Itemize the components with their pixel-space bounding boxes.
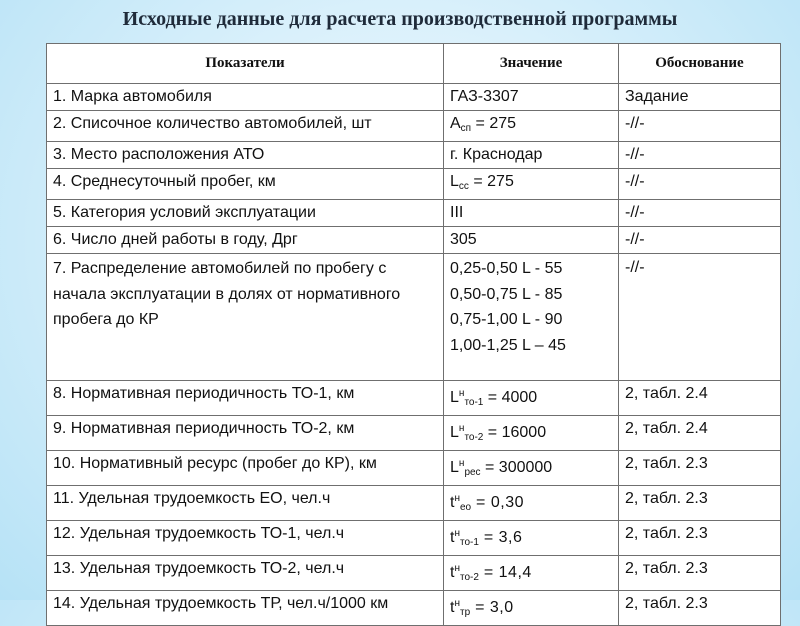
indicator-cell: 2. Списочное количество автомобилей, шт	[47, 111, 444, 142]
value-subscript: то-2	[459, 572, 479, 583]
value-subscript: то-2	[464, 432, 484, 443]
indicator-cell: 11. Удельная трудоемкость ЕО, чел.ч	[47, 486, 444, 521]
table-row	[47, 556, 781, 591]
value-cell	[444, 254, 619, 381]
basis-cell: 2, табл. 2.3	[619, 486, 781, 521]
indicator-cell: 7. Распределение автомобилей по пробегу с начала эксплуатации в долях от нормативного пробега до КР	[47, 254, 444, 381]
value-amount: = 275	[468, 173, 514, 190]
value-superscript: н	[458, 388, 465, 399]
value-superscript: н	[458, 458, 465, 469]
value-amount: = 300000	[480, 459, 553, 476]
value-symbol: t	[450, 529, 455, 546]
value-cell	[444, 416, 619, 451]
basis-cell: 2, табл. 2.4	[619, 381, 781, 416]
table-row	[47, 521, 781, 556]
indicator-cell: 4. Среднесуточный пробег, км	[47, 169, 444, 200]
value-cell	[444, 521, 619, 556]
table-row	[47, 591, 781, 626]
value-symbol: L	[450, 389, 459, 406]
basis-cell: 2, табл. 2.3	[619, 451, 781, 486]
basis-cell: 2, табл. 2.3	[619, 556, 781, 591]
table-row	[47, 142, 781, 169]
basis-cell: 2, табл. 2.4	[619, 416, 781, 451]
table-row	[47, 451, 781, 486]
value-amount: = 3,6	[478, 529, 523, 546]
column-header-indicator: Показатели	[47, 44, 444, 84]
value-superscript: н	[454, 563, 460, 574]
indicator-cell: 13. Удельная трудоемкость ТО-2, чел.ч	[47, 556, 444, 591]
table-header-row	[47, 44, 781, 84]
value-symbol: t	[450, 564, 455, 581]
value-cell	[444, 381, 619, 416]
value-amount: = 0,30	[471, 494, 524, 511]
value-cell	[444, 169, 619, 200]
data-table	[46, 43, 781, 626]
value-symbol: А	[450, 115, 461, 132]
indicator-cell: 10. Нормативный ресурс (пробег до КР), км	[47, 451, 444, 486]
indicator-cell: 1. Марка автомобиля	[47, 84, 444, 111]
table-row	[47, 111, 781, 142]
value-amount: = 3,0	[470, 599, 514, 616]
value-subscript: рес	[464, 467, 481, 478]
value-symbol: L	[450, 424, 459, 441]
value-cell	[444, 451, 619, 486]
basis-cell: 2, табл. 2.3	[619, 591, 781, 626]
value-subscript: то-1	[459, 537, 479, 548]
value-cell: г. Краснодар	[444, 142, 619, 169]
value-subscript: сп	[460, 123, 472, 134]
value-cell	[444, 591, 619, 626]
table-row	[47, 416, 781, 451]
distribution-line: 0,50-0,75 L - 85	[450, 285, 563, 303]
indicator-cell: 8. Нормативная периодичность ТО-1, км	[47, 381, 444, 416]
value-cell	[444, 556, 619, 591]
basis-cell: -//-	[619, 142, 781, 169]
indicator-cell: 12. Удельная трудоемкость ТО-1, чел.ч	[47, 521, 444, 556]
table-row	[47, 84, 781, 111]
value-amount: = 14,4	[478, 564, 532, 581]
basis-cell: -//-	[619, 169, 781, 200]
indicator-cell: 3. Место расположения АТО	[47, 142, 444, 169]
table-row	[47, 486, 781, 521]
value-superscript: н	[454, 528, 460, 539]
basis-cell: -//-	[619, 254, 781, 381]
indicator-cell: 5. Категория условий эксплуатации	[47, 200, 444, 227]
basis-cell: -//-	[619, 200, 781, 227]
table-row	[47, 254, 781, 381]
value-subscript: сс	[458, 181, 469, 192]
value-subscript: ео	[459, 502, 472, 513]
table-row	[47, 227, 781, 254]
indicator-cell: 14. Удельная трудоемкость ТР, чел.ч/1000 км	[47, 591, 444, 626]
basis-cell: -//-	[619, 111, 781, 142]
column-header-value: Значение	[444, 44, 619, 84]
value-superscript: н	[458, 423, 465, 434]
value-symbol: t	[450, 494, 455, 511]
table-row	[47, 200, 781, 227]
value-amount: = 275	[471, 115, 517, 132]
basis-cell: -//-	[619, 227, 781, 254]
value-superscript: н	[454, 493, 460, 504]
value-cell	[444, 111, 619, 142]
value-amount: = 4000	[483, 389, 538, 406]
distribution-line: 0,25-0,50 L - 55	[450, 260, 563, 277]
column-header-basis: Обоснование	[619, 44, 781, 84]
slide-title: Исходные данные для расчета производственной программы	[122, 8, 678, 30]
value-symbol: L	[450, 173, 459, 190]
value-symbol: t	[450, 599, 455, 616]
value-subscript: тр	[459, 607, 471, 618]
basis-cell: 2, табл. 2.3	[619, 521, 781, 556]
value-cell: ГАЗ-3307	[444, 84, 619, 111]
indicator-cell: 6. Число дней работы в году, Дрг	[47, 227, 444, 254]
value-amount: = 16000	[483, 424, 547, 441]
basis-cell: Задание	[619, 84, 781, 111]
indicator-cell: 9. Нормативная периодичность ТО-2, км	[47, 416, 444, 451]
table-row	[47, 381, 781, 416]
value-superscript: н	[454, 598, 460, 609]
value-symbol: L	[450, 459, 459, 476]
value-cell	[444, 486, 619, 521]
value-cell: III	[444, 200, 619, 227]
distribution-line: 1,00-1,25 L – 45	[450, 336, 566, 354]
value-cell: 305	[444, 227, 619, 254]
distribution-line: 0,75-1,00 L - 90	[450, 311, 563, 328]
value-subscript: то-1	[464, 397, 484, 408]
table-row	[47, 169, 781, 200]
